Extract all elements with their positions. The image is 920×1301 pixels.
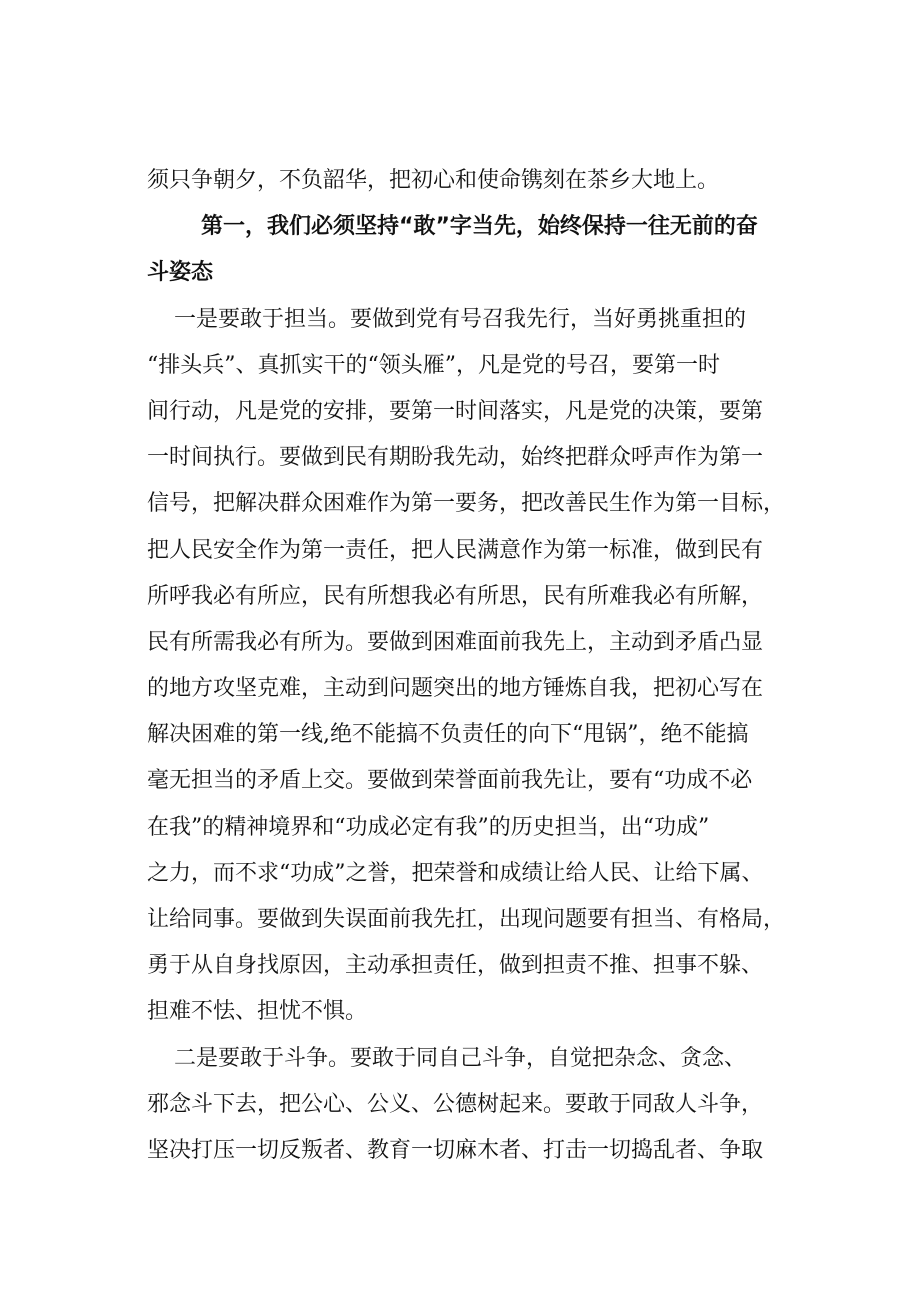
text-line: 勇于从自身找原因，主动承担责任，做到担责不推、担事不躲、 bbox=[147, 953, 764, 979]
paragraph-first-line: 一是要敢于担当。要做到党有号召我先行，当好勇挑重担的 bbox=[174, 306, 747, 332]
text-line: “排头兵”、真抓实干的“领头雁”，凡是党的号召，要第一时 bbox=[147, 352, 720, 378]
section-heading-line: 斗姿态 bbox=[147, 260, 214, 286]
text-line: 让给同事。要做到失误面前我先扛，出现问题要有担当、有格局， bbox=[147, 907, 786, 932]
text-line: 民有所需我必有所为。要做到困难面前我先上，主动到矛盾凸显 bbox=[147, 629, 764, 655]
document-body bbox=[147, 158, 807, 1174]
text-line: 一时间执行。要做到民有期盼我先动，始终把群众呼声作为第一 bbox=[147, 445, 764, 471]
text-line: 坚决打压一切反叛者、教育一切麻木者、打击一切捣乱者、争取 bbox=[147, 1137, 764, 1163]
section-heading-line: 第一，我们必须坚持“敢”字当先，始终保持一往无前的奋 bbox=[201, 214, 758, 240]
text-line: 毫无担当的矛盾上交。要做到荣誉面前我先让，要有“功成不必 bbox=[147, 768, 753, 794]
paragraph-first-line: 二是要敢于斗争。要敢于同自己斗争，自觉把杂念、贪念、 bbox=[174, 1045, 747, 1071]
text-line: 在我”的精神境界和“功成必定有我”的历史担当，出“功成” bbox=[147, 814, 710, 840]
text-line: 信号，把解决群众困难作为第一要务，把改善民生作为第一目标， bbox=[147, 491, 786, 517]
text-line: 把人民安全作为第一责任，把人民满意作为第一标准，做到民有 bbox=[147, 537, 764, 563]
text-line: 所呼我必有所应，民有所想我必有所思，民有所难我必有所解， bbox=[147, 583, 764, 609]
text-line: 担难不怯、担忧不惧。 bbox=[147, 999, 368, 1025]
text-line: 须只争朝夕，不负韶华，把初心和使命镌刻在茶乡大地上。 bbox=[147, 168, 720, 193]
text-line: 邪念斗下去，把公心、公义、公德树起来。要敢于同敌人斗争， bbox=[147, 1091, 764, 1117]
text-line: 的地方攻坚克难，主动到问题突出的地方锤炼自我，把初心写在 bbox=[147, 676, 764, 702]
text-line: 间行动，凡是党的安排，要第一时间落实，凡是党的决策，要第 bbox=[147, 398, 764, 424]
text-line: 解决困难的第一线,绝不能搞不负责任的向下“甩锅”，绝不能搞 bbox=[147, 722, 749, 748]
text-line: 之力，而不求“功成”之誉，把荣誉和成绩让给人民、让给下属、 bbox=[147, 860, 764, 886]
